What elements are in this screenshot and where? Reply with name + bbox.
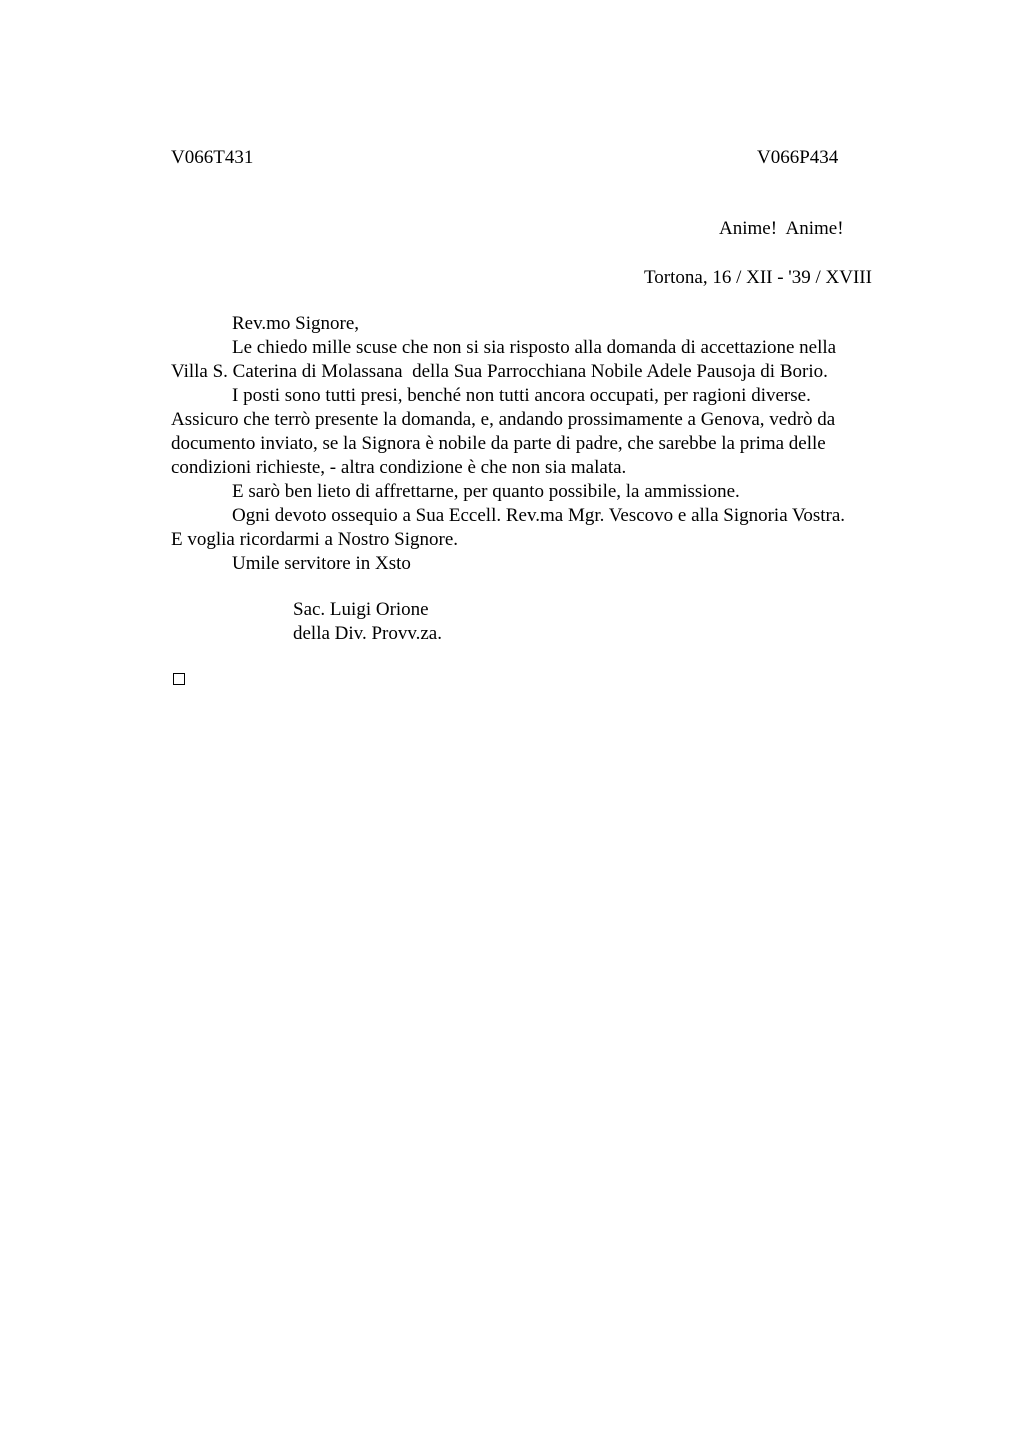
letter-line: condizioni richieste, - altra condizione è che non sia malata. xyxy=(171,457,627,478)
letter-line: E sarò ben lieto di affrettarne, per quanto possibile, la ammissione. xyxy=(232,481,740,502)
signature-title: della Div. Provv.za. xyxy=(293,623,442,644)
document-code-right: V066P434 xyxy=(757,147,839,168)
letter-line: Assicuro che terrò presente la domanda, e, andando prossimamente a Genova, vedrò da xyxy=(171,409,836,430)
letter-motto: Anime! Anime! xyxy=(719,218,844,239)
letter-body xyxy=(171,312,911,576)
letter-salutation: Rev.mo Signore, xyxy=(232,313,360,334)
letter-line: E voglia ricordarmi a Nostro Signore. xyxy=(171,529,459,550)
letter-line: Villa S. Caterina di Molassana della Sua Parrocchiana Nobile Adele Pausoja di Borio. xyxy=(171,361,828,382)
letter-line: Le chiedo mille scuse che non si sia risposto alla domanda di accettazione nella xyxy=(232,337,837,358)
letter-place-date: Tortona, 16 / XII - '39 / XVIII xyxy=(644,267,872,288)
letter-closing: Umile servitore in Xsto xyxy=(232,553,411,574)
document-code-left: V066T431 xyxy=(171,147,254,168)
signature-name: Sac. Luigi Orione xyxy=(293,599,429,620)
letter-line: I posti sono tutti presi, benché non tutti ancora occupati, per ragioni diverse. xyxy=(232,385,811,406)
signature-block xyxy=(293,598,442,646)
letter-line: documento inviato, se la Signora è nobile da parte di padre, che sarebbe la prima delle xyxy=(171,433,826,454)
end-marker-square-icon xyxy=(173,673,185,685)
letter-line: Ogni devoto ossequio a Sua Eccell. Rev.ma Mgr. Vescovo e alla Signoria Vostra. xyxy=(232,505,846,526)
